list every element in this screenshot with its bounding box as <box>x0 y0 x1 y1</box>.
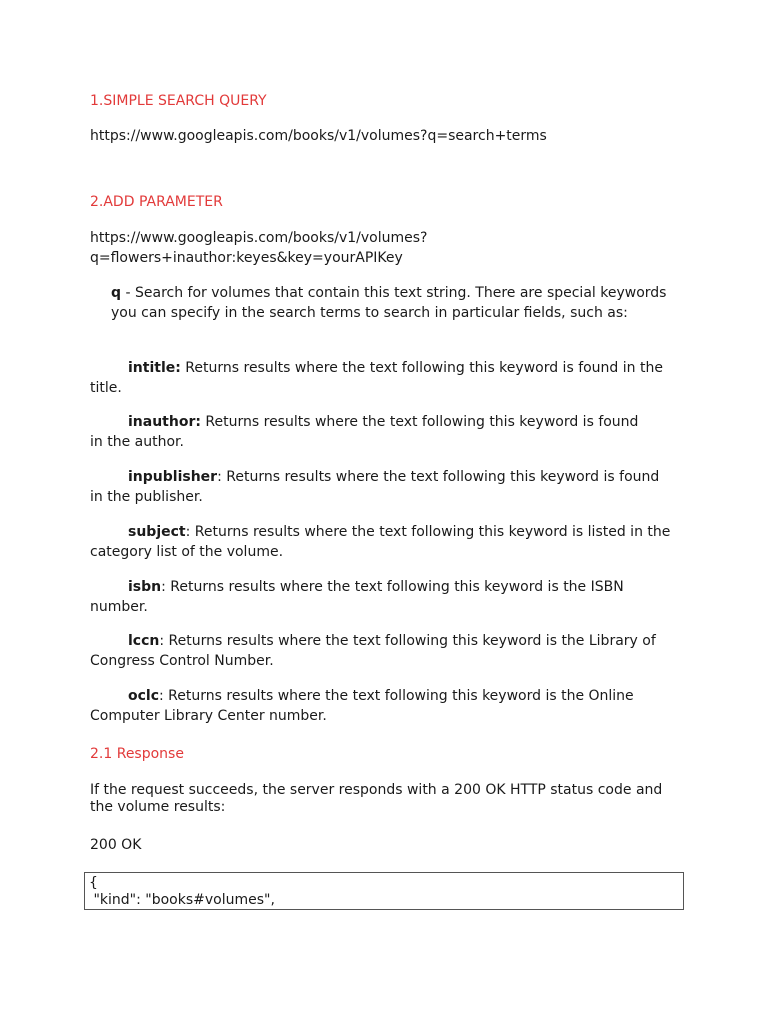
keyword-intitle-key: intitle: <box>128 360 181 376</box>
keyword-inauthor-key: inauthor: <box>128 414 201 430</box>
add-parameter-url <box>90 228 686 268</box>
keyword-inpublisher-text: : Returns results where the text following this keyword is found in the publisher. <box>90 469 660 505</box>
keyword-inpublisher <box>90 467 670 507</box>
keyword-subject <box>90 522 675 562</box>
heading-response: 2.1 Response <box>90 746 184 762</box>
add-parameter-url-line2: q=flowers+inauthor:keyes&key=yourAPIKey <box>90 250 403 266</box>
keyword-isbn-key: isbn <box>128 579 162 595</box>
simple-search-url: https://www.googleapis.com/books/v1/volumes?q=search+terms <box>90 128 547 144</box>
response-code-block <box>84 872 684 910</box>
add-parameter-url-line1: https://www.googleapis.com/books/v1/volumes? <box>90 230 428 246</box>
code-line-2: "kind": "books#volumes", <box>89 892 275 908</box>
keyword-inauthor <box>90 412 650 452</box>
q-description-text: - Search for volumes that contain this text string. There are special keywords you can specify in the search terms to search in particular fields, such as: <box>111 285 667 321</box>
keyword-lccn-text: : Returns results where the text following this keyword is the Library of Congress Control Number. <box>90 633 656 669</box>
heading-add-parameter: 2.ADD PARAMETER <box>90 194 223 210</box>
q-keyword: q <box>111 285 122 301</box>
keyword-isbn-text: : Returns results where the text following this keyword is the ISBN number. <box>90 579 624 615</box>
keyword-intitle-text: Returns results where the text following this keyword is found in the title. <box>90 360 663 396</box>
keyword-lccn-key: lccn <box>128 633 160 649</box>
keyword-isbn <box>90 577 675 617</box>
keyword-intitle <box>90 358 680 398</box>
status-text: 200 OK <box>90 837 142 853</box>
keyword-subject-text: : Returns results where the text following this keyword is listed in the category list of the volume. <box>90 524 671 560</box>
response-description: If the request succeeds, the server responds with a 200 OK HTTP status code and the volume results: <box>90 782 663 815</box>
keyword-inpublisher-key: inpublisher <box>128 469 218 485</box>
heading-simple-search-query: 1.SIMPLE SEARCH QUERY <box>90 93 267 109</box>
keyword-oclc-key: oclc <box>128 688 160 704</box>
keyword-inauthor-text: Returns results where the text following this keyword is found in the author. <box>90 414 639 450</box>
keyword-subject-key: subject <box>128 524 186 540</box>
q-parameter-description <box>90 283 671 323</box>
keyword-oclc <box>90 686 686 726</box>
keyword-lccn <box>90 631 686 671</box>
keyword-oclc-text: : Returns results where the text following this keyword is the Online Computer Library Center number. <box>90 688 634 724</box>
code-line-1: { <box>89 875 98 891</box>
